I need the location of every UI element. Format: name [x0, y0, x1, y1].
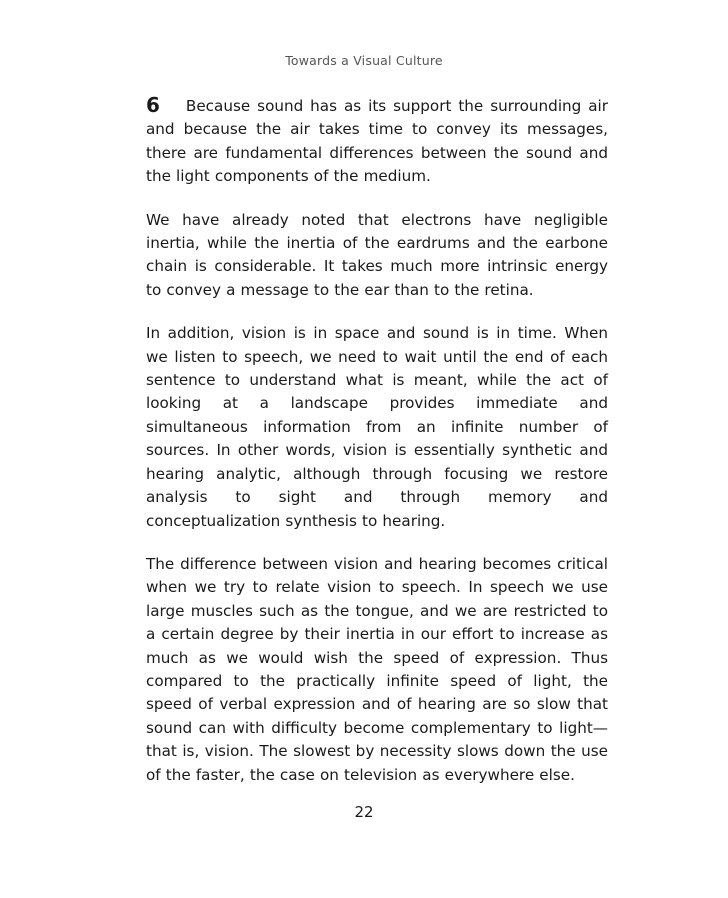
body-text	[146, 94, 608, 807]
paragraph-1-text: Because sound has as its support the surrounding air and because the air takes time to convey its messages, there are fundamental differences between the sound and the light components of the medium.	[146, 97, 608, 186]
paragraph-2: We have already noted that electrons have negligible inertia, while the inertia of the eardrums and the earbone chain is considerable. It takes much more intrinsic energy to convey a message to the ear than to the retina.	[146, 210, 608, 299]
page-number: 22	[354, 803, 374, 821]
running-header-title: Towards a Visual Culture	[285, 53, 443, 68]
paragraph-4: The difference between vision and hearing becomes critical when we try to relate vision to speech. In speech we use large muscles such as the tongue, and we are restricted to a certain degree by their inertia in our effort to increase as much as we would wish the speed of expression. Thus compared to the practically infinite speed of light, the speed of verbal expression and of hearing are so slow that sound can with difficulty become complementary to light—that is, vision. The slowest by necessity slows down the use of the faster, the case on television as everywhere else.	[146, 554, 608, 784]
paragraph-1	[146, 94, 608, 189]
section-number: 6	[146, 93, 160, 117]
paragraph-3: In addition, vision is in space and sound is in time. When we listen to speech, we need to wait until the end of each sentence to understand what is meant, while the act of looking at a landscape provides immediate and simultaneous information from an infinite number of sources. In other words, vision is essentially synthetic and hearing analytic, although through focusing we restore analysis to sight and through memory and conceptualization synthesis to hearing.	[146, 324, 608, 530]
